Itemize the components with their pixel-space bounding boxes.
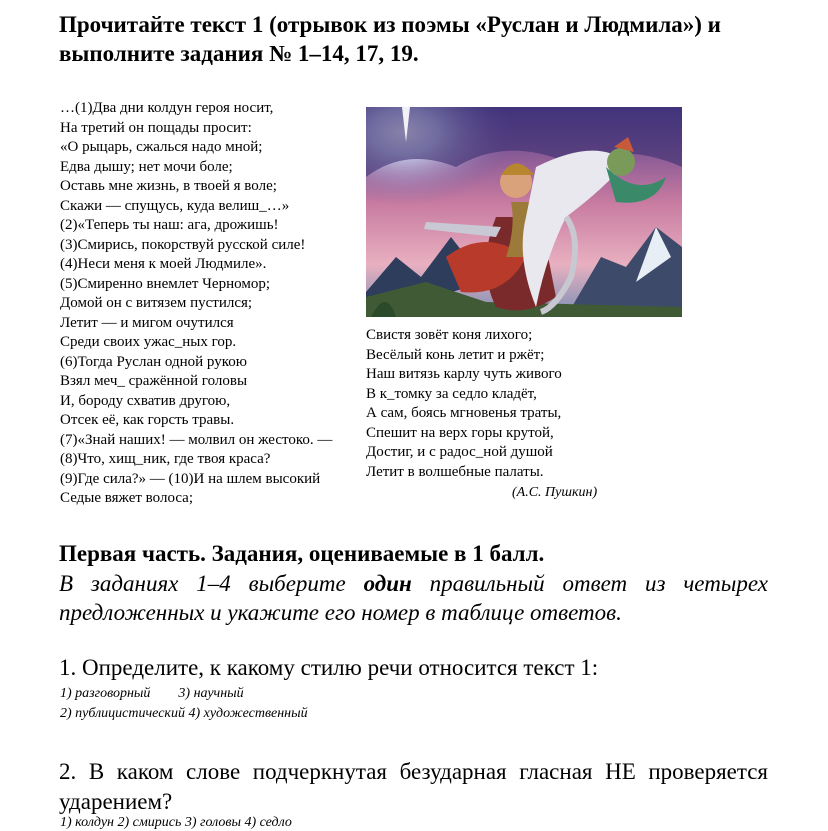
poem-line: Спешит на верх горы крутой, [366, 424, 554, 441]
poem-line: (6)Тогда Руслан одной рукою [60, 353, 247, 370]
section-title: Первая часть. Задания, оцениваемые в 1 балл. [59, 541, 545, 566]
poem-line: Скажи — спущусь, куда велиш_…» [60, 197, 290, 214]
poem-line: Наш витязь карлу чуть живого [366, 366, 562, 382]
poem-line: «О рыцарь, сжалься надо мной; [60, 139, 263, 155]
poem-line: (7)«Знай наших! — молвил он жестоко. — [60, 431, 333, 448]
poem-line: (4)Неси меня к моей Людмиле». [60, 256, 267, 272]
poem-left-column [60, 99, 332, 509]
question-2-text: 2. В каком слове подчеркнутая безударная гласная НЕ проверяется ударением? [59, 759, 768, 814]
poem-line: И, бороду схватив другою, [60, 392, 231, 409]
poem-line: Летит в волшебные палаты. [366, 463, 544, 480]
poem-line: (5)Смиренно внемлет Черномор; [60, 275, 270, 292]
instruction-text: В заданиях 1–4 выберите [59, 571, 364, 596]
page-title: Прочитайте текст 1 (отрывок из поэмы «Руслан и Людмила») и выполните задания № 1–14, 17, 19. [59, 12, 721, 66]
poem-line: Взял меч_ сражённой головы [60, 373, 248, 389]
poem-line: Едва дышу; нет мочи боле; [60, 158, 233, 175]
poem-line: Домой он с витязем пустился; [60, 295, 253, 311]
poem-line: (8)Что, хищ_ник, где твоя краса? [60, 451, 271, 467]
instruction-emphasis: один [363, 571, 412, 596]
poem-line: (3)Смирись, покорствуй русской силе! [60, 236, 306, 253]
poem-line: На третий он пощады просит: [60, 119, 252, 136]
poem-line: (9)Где сила?» — (10)И на шлем высокий [60, 470, 321, 487]
poem-line: Седые вяжет волоса; [60, 490, 193, 506]
poem-line: Оставь мне жизнь, в твоей я воле; [60, 178, 277, 194]
question-1-options-row: 1) разговорный 3) научный [60, 686, 244, 701]
poem-line: Отсек её, как горсть травы. [60, 412, 235, 428]
section-instruction [59, 569, 768, 627]
ruslan-illustration [366, 107, 682, 317]
poem-line: (2)«Теперь ты наш: ага, дрожишь! [60, 217, 279, 233]
poem-author: (А.С. Пушкин) [512, 485, 598, 500]
poem-right-column [366, 326, 562, 482]
question-1-options-row: 2) публицистический 4) художественный [60, 706, 308, 721]
poem-line: Летит — и мигом очутился [60, 314, 234, 331]
poem-line: Свистя зовёт коня лихого; [366, 327, 533, 343]
question-2-options-row: 1) колдун 2) смирись 3) головы 4) седло [60, 815, 292, 830]
poem-line: Среди своих ужас_ных гор. [60, 334, 237, 350]
instruction-text: правильный ответ из четырех предложенных и укажите его номер в таблице ответов. [59, 571, 768, 625]
poem-line: В к_томку за седло кладёт, [366, 385, 537, 402]
poem-line: …(1)Два дни колдун героя носит, [60, 100, 274, 116]
question-1-text: 1. Определите, к какому стилю речи относится текст 1: [59, 655, 599, 680]
poem-line: Достиг, и с радос_ной душой [366, 444, 553, 460]
poem-line: Весёлый конь летит и ржёт; [366, 346, 545, 363]
poem-line: А сам, боясь мгновенья траты, [366, 405, 562, 421]
